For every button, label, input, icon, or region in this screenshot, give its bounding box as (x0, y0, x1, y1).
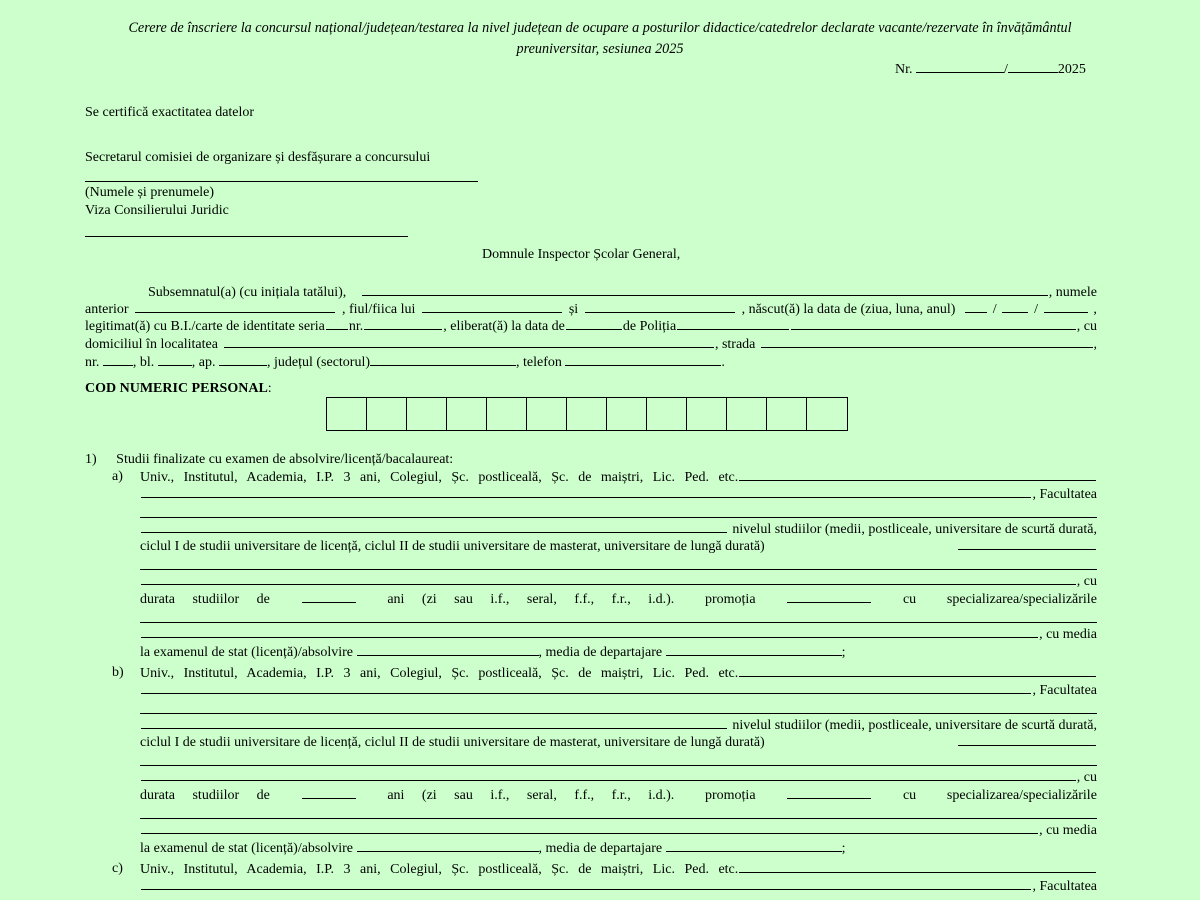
section-title: Studii finalizate cu examen de absolvire/licență/bacalaureat: (116, 452, 454, 467)
street-label: , strada (714, 337, 756, 352)
specialization-label: specializarea/specializările (946, 788, 1097, 803)
institution-field[interactable] (739, 469, 1096, 481)
promotion-label: promoția (704, 592, 756, 607)
cycle-continuation-line[interactable] (140, 569, 1097, 570)
study-form-label: ani (zi sau i.f., seral, f.f., f.r., i.d.). (387, 788, 675, 803)
cu-field[interactable] (141, 573, 1076, 585)
cnp-digit-cell[interactable] (727, 398, 767, 430)
secretary-label: Secretarul comisiei de organizare și desfășurare a concursului (85, 150, 431, 165)
institution-field[interactable] (739, 861, 1096, 873)
cycle-line (140, 538, 1097, 555)
previous-name-label-2: anterior (85, 302, 129, 317)
faculty-field[interactable] (141, 878, 1031, 890)
date-separator: / (1034, 302, 1038, 317)
locality-label: domiciliul în localitatea (85, 337, 218, 352)
specialization-continuation-field[interactable] (141, 822, 1038, 834)
identity-line-3 (85, 318, 1097, 335)
nr-separator: / (1004, 62, 1008, 77)
phone-field[interactable] (565, 354, 721, 366)
parent-label: , fiul/fiica lui (341, 302, 416, 317)
study-item-letter: a) (112, 469, 123, 484)
exam-average-field[interactable] (357, 644, 539, 656)
id-series-label: legitimat(ă) cu B.I./carte de identitate seria (85, 319, 325, 334)
faculty-line (140, 878, 1097, 895)
average-line (140, 822, 1097, 839)
cnp-digit-cell[interactable] (607, 398, 647, 430)
cnp-label: COD NUMERIC PERSONAL (85, 381, 268, 396)
street-field[interactable] (761, 336, 1092, 348)
duration-line (140, 787, 1097, 804)
faculty-label: , Facultatea (1032, 487, 1097, 502)
cycle-label: ciclul I de studii universitare de licență, ciclul II de studii universitare de masterat, universitare de lungă durată) (140, 735, 765, 750)
institution-field[interactable] (739, 665, 1096, 677)
exam-average-field[interactable] (357, 840, 539, 852)
cnp-digit-cell[interactable] (407, 398, 447, 430)
cnp-grid (326, 397, 848, 431)
cycle-field[interactable] (958, 734, 1096, 746)
tiebreak-label: , media de departajare (538, 645, 663, 660)
tiebreak-field[interactable] (666, 840, 842, 852)
section-number: 1) (85, 452, 97, 467)
period: . (721, 355, 725, 370)
id-number-label: nr. (348, 319, 364, 334)
study-form-label: ani (zi sau i.f., seral, f.f., f.r., i.d.). (387, 592, 675, 607)
faculty-label: , Facultatea (1032, 879, 1097, 894)
secretary-signature-line[interactable] (85, 181, 478, 182)
spec-with-label: cu (902, 788, 917, 803)
level-line (140, 521, 1097, 538)
identity-line-4 (85, 336, 1097, 353)
date-separator: / (992, 302, 997, 317)
cnp-digit-cell[interactable] (487, 398, 527, 430)
county-field[interactable] (370, 354, 516, 366)
level-label: nivelul studiilor (medii, postliceale, universitare de scurtă durată, (732, 718, 1097, 733)
birth-year-field[interactable] (1044, 301, 1088, 313)
duration-label: durata studiilor de (140, 592, 270, 607)
full-name-field[interactable] (362, 284, 1048, 296)
institution-line (140, 665, 1097, 682)
exam-line (140, 644, 846, 661)
cnp-colon: : (267, 381, 272, 396)
previous-name-field[interactable] (135, 301, 335, 313)
level-label: nivelul studiilor (medii, postliceale, universitare de scurtă durată, (732, 522, 1097, 537)
specialization-field[interactable] (140, 818, 1097, 819)
certify-text: Se certifică exactitatea datelor (85, 105, 255, 120)
nr-label: Nr. (895, 62, 913, 77)
level-line (140, 717, 1097, 734)
level-field[interactable] (141, 521, 727, 533)
id-number-field[interactable] (364, 318, 442, 330)
cu-field[interactable] (141, 769, 1076, 781)
cnp-digit-cell[interactable] (447, 398, 487, 430)
house-number-field[interactable] (103, 354, 133, 366)
cnp-digit-cell[interactable] (807, 398, 847, 430)
apartment-field[interactable] (219, 354, 267, 366)
county-label: , județul (sectorul) (267, 355, 371, 370)
mother-name-field[interactable] (585, 301, 735, 313)
cnp-digit-cell[interactable] (527, 398, 567, 430)
issued-date-field[interactable] (566, 318, 622, 330)
average-line (140, 626, 1097, 643)
cu-line (140, 769, 1097, 786)
institution-label: Univ., Institutul, Academia, I.P. 3 ani, Colegiul, Șc. postliceală, Șc. de maiștri, Lic. Ped. etc. (140, 666, 739, 681)
cycle-continuation-line[interactable] (140, 765, 1097, 766)
institution-label: Univ., Institutul, Academia, I.P. 3 ani, Colegiul, Șc. postliceală, Șc. de maiștri, Lic. Ped. etc. (140, 470, 739, 485)
exam-label: la examenul de stat (licență)/absolvire (140, 645, 354, 660)
faculty-continuation-line[interactable] (140, 713, 1097, 714)
line1-label: Subsemnatul(a) (cu inițiala tatălui), (148, 285, 347, 300)
identity-line-5 (85, 354, 725, 371)
cnp-digit-cell[interactable] (767, 398, 807, 430)
and-label: și (568, 302, 579, 317)
with-label: , cu (1076, 319, 1097, 334)
faculty-field[interactable] (141, 486, 1031, 498)
duration-label: durata studiilor de (140, 788, 270, 803)
cycle-line (140, 734, 1097, 751)
cu-label: , cu (1076, 770, 1097, 785)
institution-line (140, 861, 1097, 878)
spec-with-label: cu (902, 592, 917, 607)
cu-line (140, 573, 1097, 590)
specialization-label: specializarea/specializările (946, 592, 1097, 607)
duration-field[interactable] (302, 787, 356, 799)
form-title: Cerere de înscriere la concursul național/județean/testarea la nivel județean de ocupare a posturilor didactice/catedrelor declarate vacante/rezervate în învățământul preuniversitar, sesiunea 2025 (128, 20, 1072, 57)
previous-name-label: , numele (1048, 285, 1097, 300)
block-label: , bl. (132, 355, 155, 370)
phone-label: , telefon (516, 355, 562, 370)
faculty-line (140, 486, 1097, 503)
cnp-digit-cell[interactable] (647, 398, 687, 430)
duration-field[interactable] (302, 591, 356, 603)
specialization-field[interactable] (140, 622, 1097, 623)
father-name-field[interactable] (422, 301, 562, 313)
police-field[interactable] (677, 318, 789, 330)
name-caption: (Numele și prenumele) (85, 185, 215, 200)
cnp-digit-cell[interactable] (687, 398, 727, 430)
study-item-letter: c) (112, 861, 123, 876)
cu-label: , cu (1076, 574, 1097, 589)
addressee: Domnule Inspector Școlar General, (482, 247, 681, 262)
nr-year: 2025 (1057, 62, 1086, 77)
tiebreak-field[interactable] (666, 644, 842, 656)
faculty-continuation-line[interactable] (140, 517, 1097, 518)
semicolon: ; (841, 841, 846, 856)
legal-visa-label: Viza Consilierului Juridic (85, 203, 229, 218)
legal-visa-line[interactable] (85, 236, 408, 237)
exam-label: la examenul de stat (licență)/absolvire (140, 841, 354, 856)
tiebreak-label: , media de departajare (538, 841, 663, 856)
study-item-letter: b) (112, 665, 124, 680)
average-label: , cu media (1039, 823, 1097, 838)
issued-date-label: , eliberat(ă) la data de (443, 319, 565, 334)
nr-field[interactable] (916, 61, 1004, 73)
faculty-label: , Facultatea (1032, 683, 1097, 698)
studies-heading (85, 452, 453, 468)
promotion-field[interactable] (787, 787, 871, 799)
cnp-heading (85, 381, 272, 397)
police-field-2[interactable] (791, 318, 1076, 330)
promotion-label: promoția (704, 788, 756, 803)
duration-line (140, 591, 1097, 608)
nr-date-field[interactable] (1008, 61, 1058, 73)
id-series-field[interactable] (326, 318, 348, 330)
level-field[interactable] (141, 717, 727, 729)
comma: , (1093, 337, 1097, 352)
identity-line-1 (85, 284, 1097, 301)
cnp-digit-cell[interactable] (367, 398, 407, 430)
promotion-field[interactable] (787, 591, 871, 603)
identity-line-2 (85, 301, 1097, 318)
locality-field[interactable] (224, 336, 714, 348)
apartment-label: , ap. (191, 355, 216, 370)
institution-line (140, 469, 1097, 486)
faculty-line (140, 682, 1097, 699)
average-label: , cu media (1039, 627, 1097, 642)
block-field[interactable] (158, 354, 192, 366)
exam-line (140, 840, 846, 857)
police-label: de Poliția (622, 319, 677, 334)
registration-number (895, 61, 1086, 78)
cnp-digit-cell[interactable] (567, 398, 607, 430)
cycle-label: ciclul I de studii universitare de licență, ciclul II de studii universitare de masterat, universitare de lungă durată) (140, 539, 765, 554)
birth-day-field[interactable] (965, 301, 987, 313)
birth-date-label: , născut(ă) la data de (ziua, luna, anul) (741, 302, 956, 317)
semicolon: ; (841, 645, 846, 660)
institution-label: Univ., Institutul, Academia, I.P. 3 ani, Colegiul, Șc. postliceală, Șc. de maiștri, Lic. Ped. etc. (140, 862, 739, 877)
comma: , (1093, 302, 1097, 317)
birth-month-field[interactable] (1002, 301, 1028, 313)
house-number-label: nr. (85, 355, 100, 370)
cycle-field[interactable] (958, 538, 1096, 550)
faculty-field[interactable] (141, 682, 1031, 694)
cnp-digit-cell[interactable] (327, 398, 367, 430)
specialization-continuation-field[interactable] (141, 626, 1038, 638)
